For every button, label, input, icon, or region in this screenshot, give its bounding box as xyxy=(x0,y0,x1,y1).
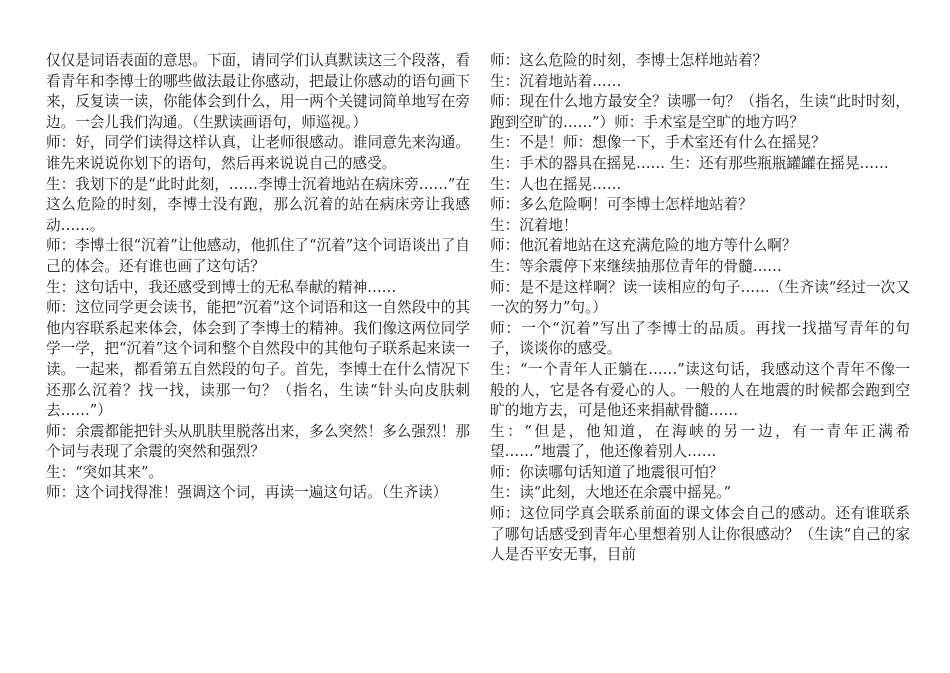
paragraph: 生：“一个青年人正躺在……”读这句话，我感动这个青年不像一般的人，它是各有爱心的人。一般的人在地震的时候都会跑到空旷的地方去，可是他还来捐献骨髓…… xyxy=(490,360,910,420)
paragraph: 师：一个“沉着”写出了李博士的品质。再找一找描写青年的句子，谈谈你的感受。 xyxy=(490,319,910,358)
paragraph: 师：现在什么地方最安全？读哪一句？（指名，生读“此时时刻，跑到空旷的……”）师：手术室是空旷的地方吗？ xyxy=(490,93,910,131)
paragraph: 生：手术的器具在摇晃…… 生：还有那些瓶瓶罐罐在摇晃…… xyxy=(490,154,889,172)
paragraph: 师：余震都能把针头从肌肤里脱落出来，多么突然！多么强烈！那个词与表现了余震的突然和强烈？ xyxy=(46,422,470,461)
left-text-column xyxy=(46,51,470,666)
paragraph: 师：这个词找得准！强调这个词，再读一遍这句话。（生齐读） xyxy=(46,484,448,502)
paragraph: 师：这么危险的时刻，李博士怎样地站着？ xyxy=(490,52,768,69)
paragraph: 生：沉着地站着…… xyxy=(490,72,622,90)
paragraph: 仅仅是词语表面的意思。下面，请同学们认真默读这三个段落，看看青年和李博士的哪些做法最让你感动，把最让你感动的语句画下来，反复读一读，你能体会到什么，用一两个关键词简单地写在旁边。一会儿我们沟通。（生默读画语句，师巡视。） xyxy=(46,52,470,131)
paragraph: 师：多么危险啊！可李博士怎样地站着？ xyxy=(490,196,753,214)
paragraph: 生：不是！师：想像一下，手术室还有什么在摇晃？ xyxy=(490,134,826,152)
paragraph: 生：我划下的是“此时此刻，……李博士沉着地站在病床旁……”在这么危险的时刻，李博士没有跑，那么沉着的站在病床旁让我感动……。 xyxy=(46,175,470,234)
paragraph: 师：这位同学更会读书，能把“沉着”这个词语和这一自然段中的其他内容联系起来体会，体会到了李博士的精神。我们像这两位同学学一学，把“沉着”这个词和整个自然段中的其他句子联系起来读一读。一起来，都看第五自然段的句子。首先，李博士在什么情况下还那么沉着？找一找，读那一句？（指名，生读“针头向皮肤刺去……”） xyxy=(46,299,470,420)
paragraph: 师：你读哪句话知道了地震很可怕？ xyxy=(490,463,724,481)
paragraph: 师：他沉着地站在这充满危险的地方等什么啊？ xyxy=(490,237,797,255)
paragraph: 生：沉着地！ xyxy=(490,216,578,234)
paragraph: 师：好，同学们读得这样认真，让老师很感动。谁同意先来沟通。谁先来说说你划下的语句，然后再来说说自己的感受。 xyxy=(46,134,470,172)
paragraph: 生：人也在摇晃…… xyxy=(490,175,622,193)
paragraph: 生：读“此刻，大地还在余震中摇晃。” xyxy=(490,484,732,502)
paragraph: 师：这位同学真会联系前面的课文体会自己的感动。还有谁联系了哪句话感受到青年心里想着别人让你很感动？（生读“自己的家人是否平安无事，目前 xyxy=(490,505,910,564)
paragraph: 生：“突如其来”。 xyxy=(46,463,164,481)
paragraph: 生：“但是，他知道，在海峡的另一边，有一青年正满希望……”地震了，他还像着别人…… xyxy=(490,422,910,461)
paragraph: 师：是不是这样啊？读一读相应的句子……（生齐读“经过一次又一次的努力”句。） xyxy=(490,278,910,317)
paragraph: 师：李博士很“沉着”让他感动，他抓住了“沉着”这个词语谈出了自己的体会。还有谁也画了这句话？ xyxy=(46,237,470,275)
right-text-column xyxy=(490,51,910,666)
paragraph: 生：等余震停下来继续抽那位青年的骨髓…… xyxy=(490,257,782,275)
paragraph: 生：这句话中，我还感受到博士的无私奉献的精神…… xyxy=(46,278,397,296)
